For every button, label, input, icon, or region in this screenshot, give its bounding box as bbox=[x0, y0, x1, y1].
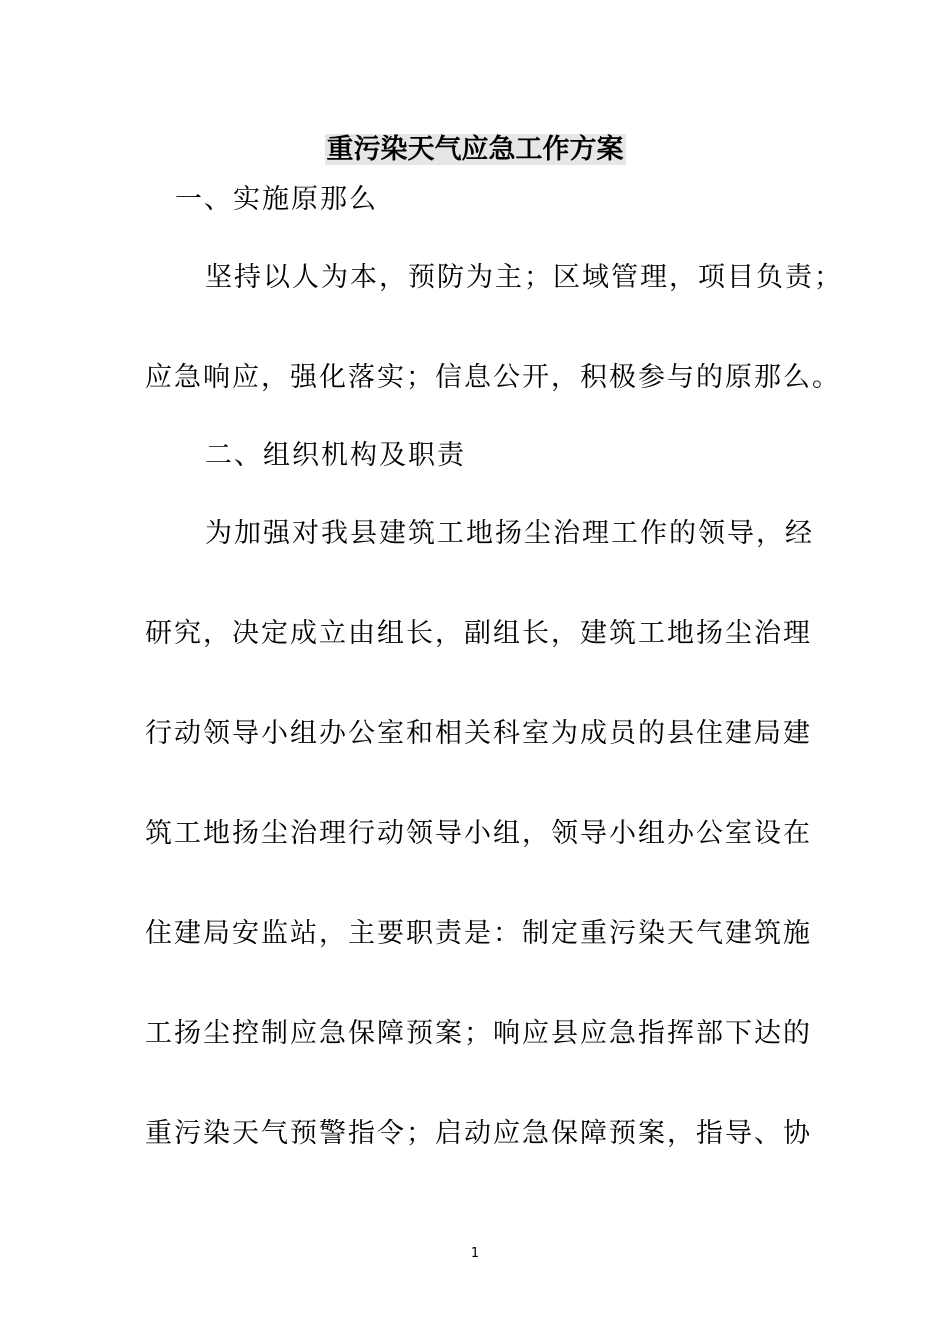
paragraph-line: 坚持以人为本，预防为主；区域管理，项目负责； bbox=[205, 262, 843, 293]
section-heading-principles: 一、实施原那么 bbox=[175, 184, 378, 215]
paragraph-line: 应急响应，强化落实；信息公开，积极参与的原那么。 bbox=[145, 362, 841, 393]
section-heading-organization: 二、组织机构及职责 bbox=[205, 440, 466, 471]
document-title bbox=[0, 130, 950, 170]
paragraph-line: 重污染天气预警指令；启动应急保障预案，指导、协 bbox=[145, 1118, 812, 1149]
paragraph-line: 工扬尘控制应急保障预案；响应县应急指挥部下达的 bbox=[145, 1018, 812, 1049]
paragraph-line: 筑工地扬尘治理行动领导小组，领导小组办公室设在 bbox=[145, 818, 812, 849]
document-title-text: 重污染天气应急工作方案 bbox=[326, 134, 624, 165]
paragraph-line: 行动领导小组办公室和相关科室为成员的县住建局建 bbox=[145, 718, 812, 749]
page-number: 1 bbox=[470, 1246, 480, 1261]
paragraph-line: 住建局安监站，主要职责是：制定重污染天气建筑施 bbox=[145, 918, 812, 949]
paragraph-line: 研究，决定成立由组长，副组长，建筑工地扬尘治理 bbox=[145, 618, 812, 649]
paragraph-line: 为加强对我县建筑工地扬尘治理工作的领导，经 bbox=[205, 518, 814, 549]
